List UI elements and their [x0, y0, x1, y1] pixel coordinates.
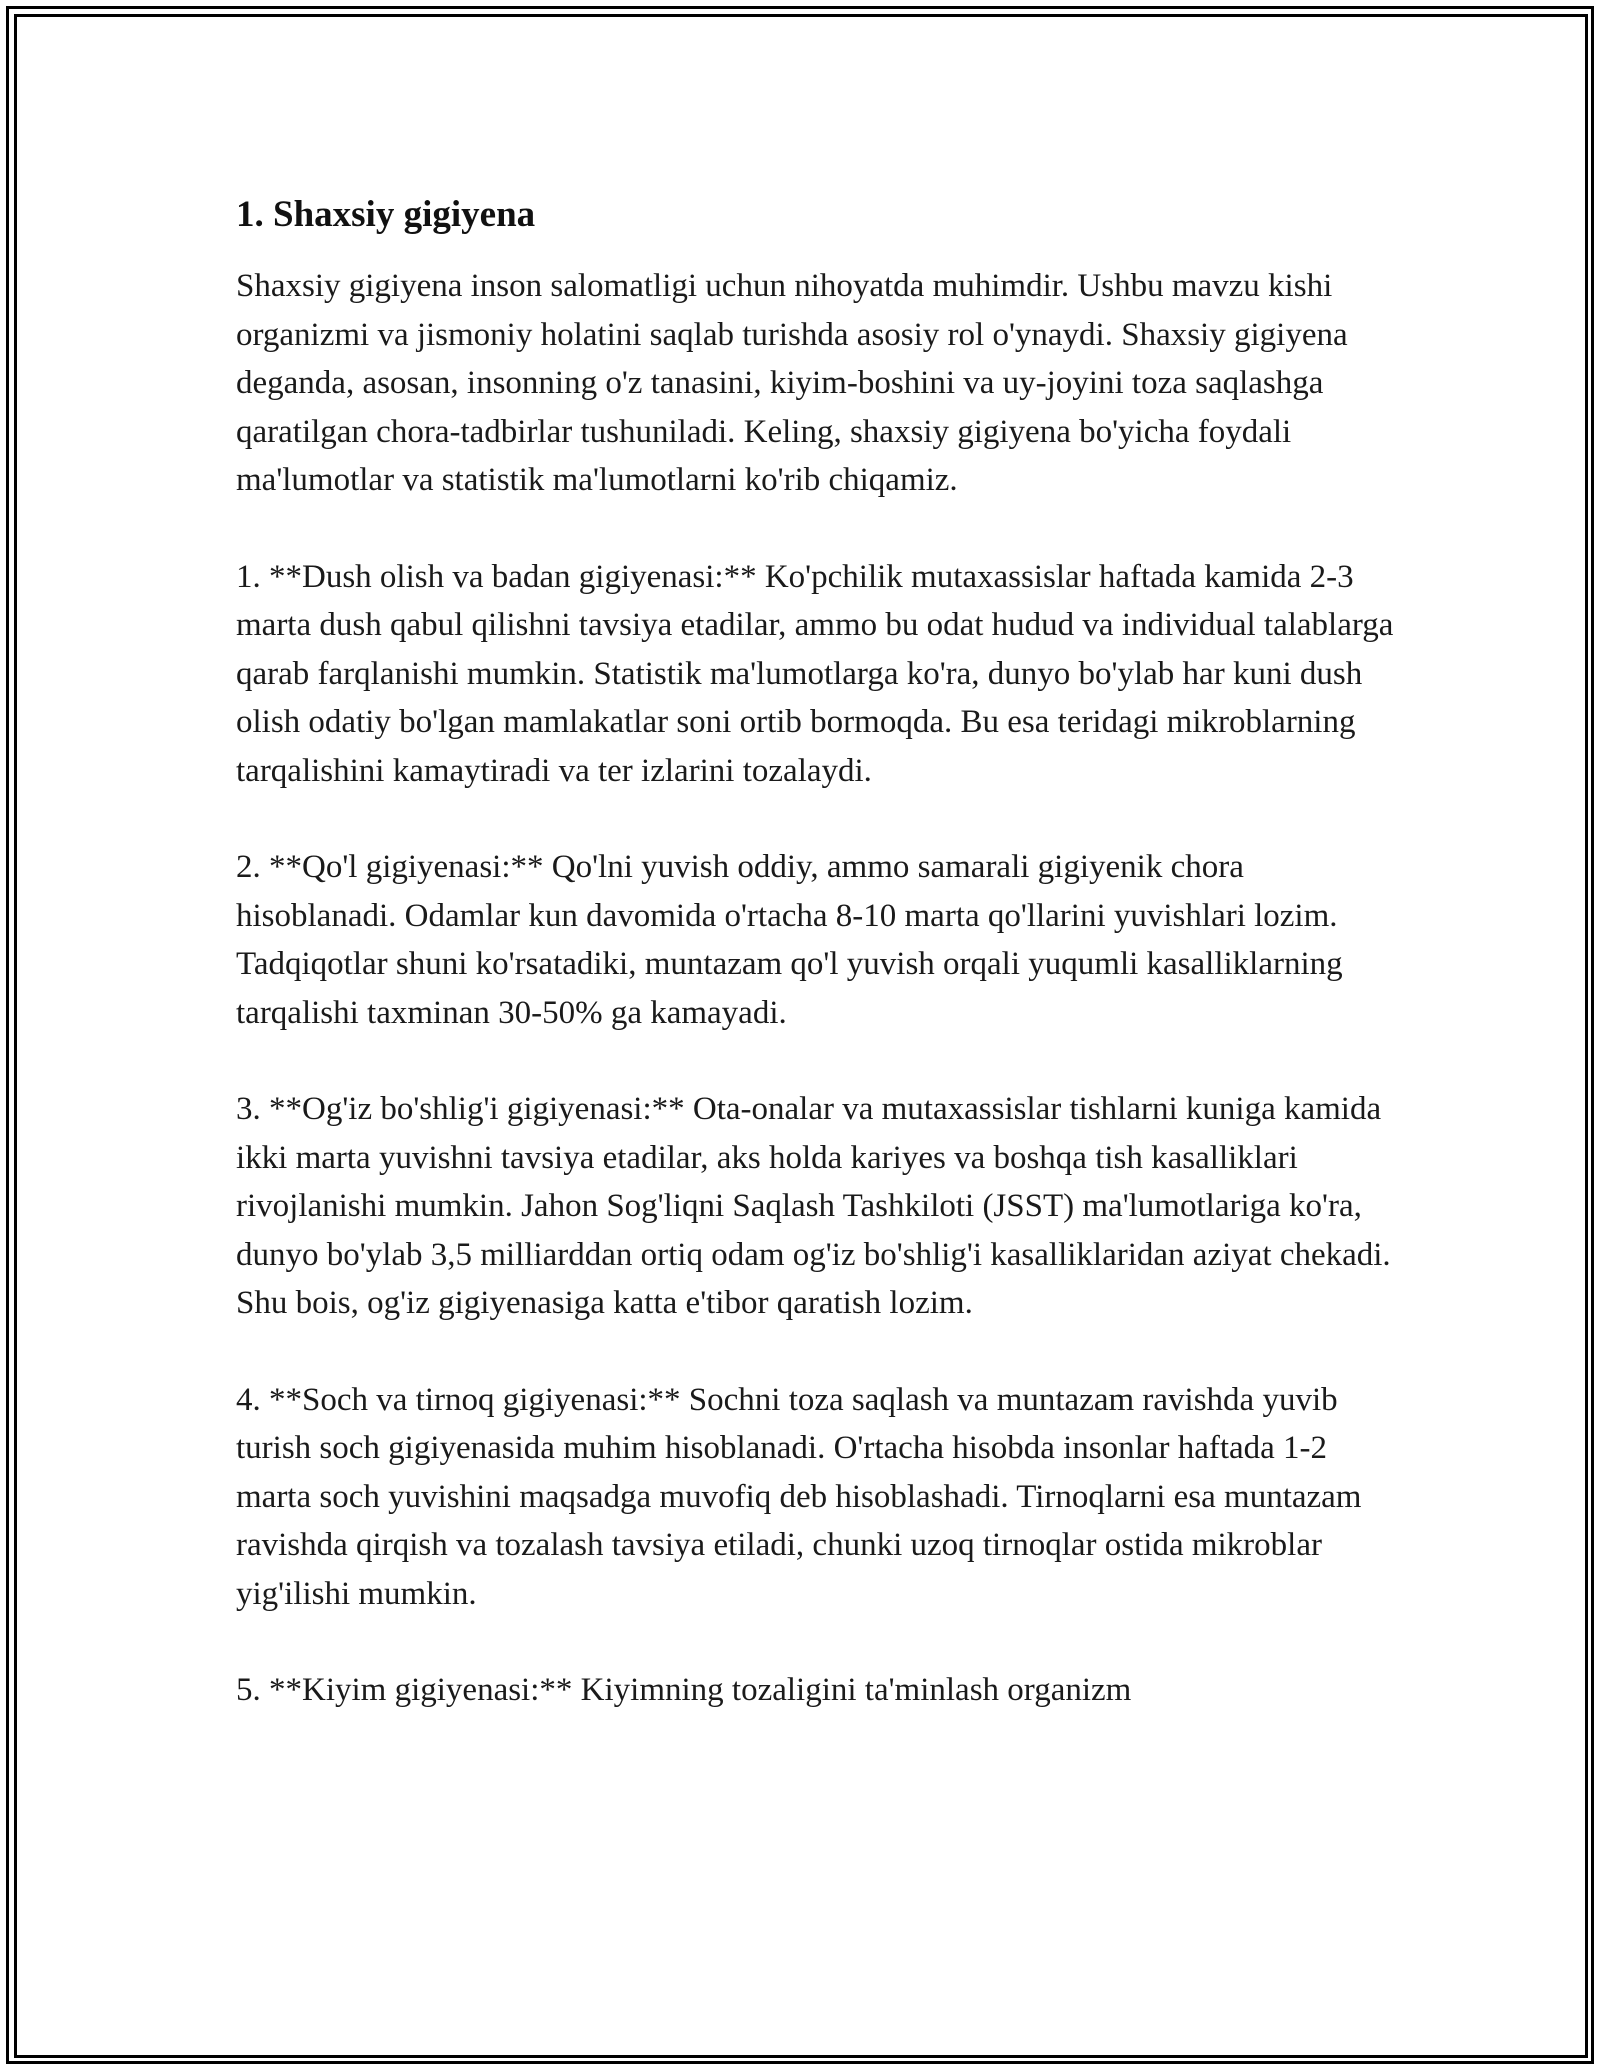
section-heading: 1. Shaxsiy gigiyena [236, 194, 536, 235]
paragraph-oral-hygiene: 3. **Og'iz bo'shlig'i gigiyenasi:** Ota-onalar va mutaxassislar tishlarni kuniga kamida ikki marta yuvishni tavsiya etadilar, aks holda kariyes va boshqa tish kasalliklari rivojlanishi mumkin. Jahon Sog'liqni Saqlash Tashkiloti (JSST) ma'lumotlariga ko'ra, dunyo bo'ylab 3,5 milliarddan ortiq odam og'iz bo'shlig'i kasalliklaridan aziyat chekadi. Shu bois, og'iz gigiyenasiga katta e'tibor qaratish lozim. [236, 1091, 1391, 1321]
paragraph-hand-hygiene: 2. **Qo'l gigiyenasi:** Qo'lni yuvish oddiy, ammo samarali gigiyenik chora hisoblanadi. Odamlar kun davomida o'rtacha 8-10 marta qo'llarini yuvishlari lozim. Tadqiqotlar shuni ko'rsatadiki, muntazam qo'l yuvish orqali yuqumli kasalliklarning tarqalishi taxminan 30-50% ga kamayadi. [236, 849, 1343, 1031]
paragraph-clothing-hygiene: 5. **Kiyim gigiyenasi:** Kiyimning tozaligini ta'minlash organizm [236, 1672, 1132, 1708]
paragraph-hair-nail-hygiene: 4. **Soch va tirnoq gigiyenasi:** Sochni toza saqlash va muntazam ravishda yuvib turish soch gigiyenasida muhim hisoblanadi. O'rtacha hisobda insonlar haftada 1-2 marta soch yuvishini maqsadga muvofiq deb hisoblashadi. Tirnoqlarni esa muntazam ravishda qirqish va tozalash tavsiya etiladi, chunki uzoq tirnoqlar ostida mikroblar yig'ilishi mumkin. [236, 1381, 1362, 1612]
paragraph-body-hygiene: 1. **Dush olish va badan gigiyenasi:** Ko'pchilik mutaxassislar haftada kamida 2-3 marta dush qabul qilishni tavsiya etadilar, ammo bu odat hudud va individual talablarga qarab farqlanishi mumkin. Statistik ma'lumotlarga ko'ra, dunyo bo'ylab har kuni dush olish odatiy bo'lgan mamlakatlar soni ortib bormoqda. Bu esa teridagi mikroblarning tarqalishini kamaytiradi va ter izlarini tozalaydi. [236, 558, 1394, 789]
document-body [236, 190, 1396, 1763]
intro-paragraph: Shaxsiy gigiyena inson salomatligi uchun nihoyatda muhimdir. Ushbu mavzu kishi organizmi va jismoniy holatini saqlab turishda asosiy rol o'ynaydi. Shaxsiy gigiyena deganda, asosan, insonning o'z tanasini, kiyim-boshini va uy-joyini toza saqlashga qaratilgan chora-tadbirlar tushuniladi. Keling, shaxsiy gigiyena bo'yicha foydali ma'lumotlar va statistik ma'lumotlarni ko'rib chiqamiz. [236, 268, 1348, 498]
